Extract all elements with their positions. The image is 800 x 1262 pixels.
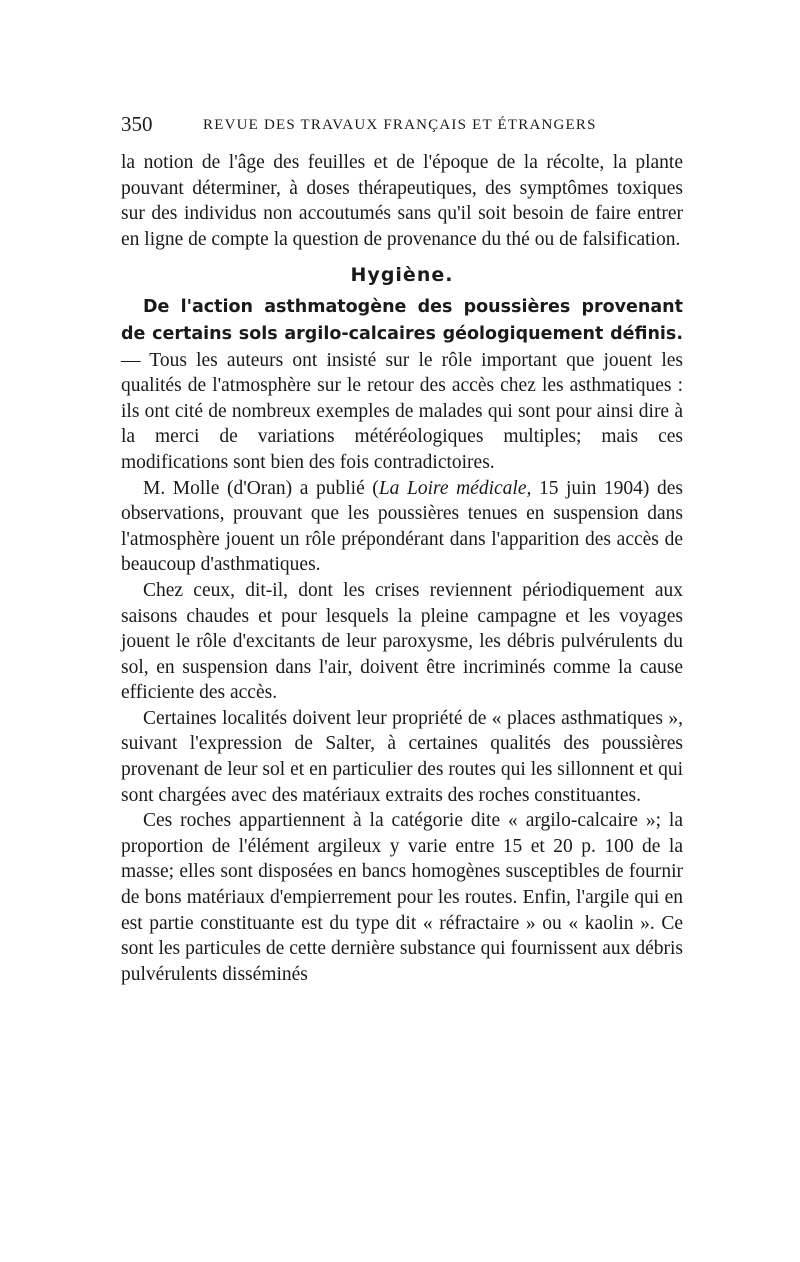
page-number: 350 (121, 112, 153, 136)
paragraph-molle (121, 476, 683, 578)
journal-title: La Loire médicale, (378, 477, 532, 499)
article-title: De l'action asthmatogène des poussières provenant de certains sols argilo-calcaires géologiquement définis. (121, 297, 683, 344)
paragraph-localites: Certaines localités doivent leur propriété de « places asthmatiques », suivant l'expression de Salter, à certaines qualités des poussières provenant de leur sol et en particulier des routes qui les sillonnent et qui sont chargées avec des matériaux extraits des roches constituantes. (121, 707, 683, 806)
molle-text-rest: 15 juin 1904) des observations, prouvant que les poussières tenues en suspension dans l'atmosphère jouent un rôle prépondérant dans l'apparition des accès de beaucoup d'asthmatiques. (121, 477, 683, 576)
section-heading: Hygiène. (350, 264, 454, 287)
article-intro-text: — Tous les auteurs ont insisté sur le rôle important que jouent les qualités de l'atmosphère sur le retour des accès chez les asthmatiques : ils ont cité de nombreux exemples de malades qui sont pour ainsi dire à la merci de variations météréologiques multiples; mais ces modifications sont bien des fois contradictoires. (121, 349, 683, 473)
running-title: REVUE DES TRAVAUX FRANÇAIS ET ÉTRANGERS (203, 117, 597, 133)
page (121, 112, 683, 987)
paragraph-article-intro (121, 294, 683, 475)
paragraph-crises: Chez ceux, dit-il, dont les crises reviennent périodiquement aux saisons chaudes et pour lesquels la pleine campagne et les voyages jouent le rôle d'excitants de leur paroxysme, les débris pulvérulents du sol, en suspension dans l'air, doivent être incriminés comme la cause efficiente des accès. (121, 579, 683, 704)
molle-text-start: M. Molle (d'Oran) a publié ( (143, 477, 379, 499)
paragraph-roches: Ces roches appartiennent à la catégorie dite « argilo-calcaire »; la proportion de l'élément argileux y varie entre 15 et 20 p. 100 de la masse; elles sont disposées en bancs homogènes susceptibles de fournir de bons matériaux d'empierrement pour les routes. Enfin, l'argile qui en est partie constituante est du type dit « réfractaire » ou « kaolin ». Ce sont les particules de cette dernière substance qui fournissent aux débris pulvérulents disséminés (121, 810, 683, 985)
running-header (121, 112, 683, 140)
paragraph-continuation: la notion de l'âge des feuilles et de l'époque de la récolte, la plante pouvant déterminer, à doses thérapeutiques, des symptômes toxiques sur des individus non accoutumés sans qu'il soit besoin de faire entrer en ligne de compte la question de provenance du thé ou de falsification. (121, 152, 683, 250)
